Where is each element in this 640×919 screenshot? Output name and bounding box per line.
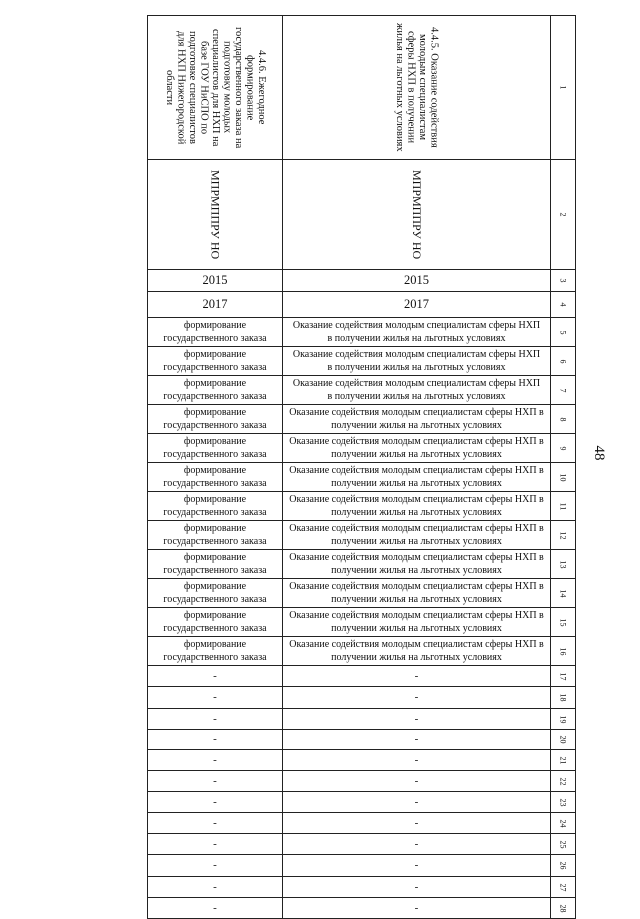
support-cell: Оказание содействия молодым специалистам сферы НХП в получении жилья на льготных условиях [283,318,551,347]
order-cell: - [148,855,283,877]
table-row [148,318,576,347]
table-row [148,834,576,855]
order-cell: - [148,730,283,750]
support-cell: Оказание содействия молодым специалистам сферы НХП в получении жилья на льготных условиях [283,463,551,492]
column-number: 13 [551,550,576,579]
column-number: 20 [551,730,576,750]
column-number: 10 [551,463,576,492]
column-number: 26 [551,855,576,877]
order-cell: формирование государственного заказа [148,550,283,579]
end-year: 2017 [283,292,551,318]
order-cell: формирование государственного заказа [148,405,283,434]
table-row [148,666,576,687]
column-number: 21 [551,750,576,771]
table-row [148,750,576,771]
task-cell-4-4-5: 4.4.5. Оказание содействия молодым специалистам сферы НХП в получении жилья на льготных условиях [283,16,551,160]
column-number: 22 [551,771,576,792]
column-number: 23 [551,792,576,813]
support-cell: - [283,877,551,898]
order-cell: - [148,877,283,898]
support-cell: - [283,898,551,919]
order-cell: - [148,687,283,709]
column-number: 2 [551,160,576,270]
table-row [148,877,576,898]
support-cell: Оказание содействия молодым специалистам сферы НХП в получении жилья на льготных условиях [283,521,551,550]
table-row [148,771,576,792]
column-number: 8 [551,405,576,434]
end-year: 2017 [148,292,283,318]
column-number: 4 [551,292,576,318]
table-row [148,376,576,405]
table-row [148,792,576,813]
table-row [148,347,576,376]
table-row [148,730,576,750]
support-cell: - [283,813,551,834]
table-row [148,637,576,666]
table-row [148,434,576,463]
column-number: 17 [551,666,576,687]
table-row [148,463,576,492]
support-cell: - [283,792,551,813]
table-row [148,813,576,834]
support-cell: - [283,834,551,855]
column-number: 16 [551,637,576,666]
order-cell: формирование государственного заказа [148,376,283,405]
column-number: 6 [551,347,576,376]
table-row [148,521,576,550]
support-cell: Оказание содействия молодым специалистам сферы НХП в получении жилья на льготных условиях [283,405,551,434]
support-cell: Оказание содействия молодым специалистам сферы НХП в получении жилья на льготных условиях [283,608,551,637]
support-cell: Оказание содействия молодым специалистам сферы НХП в получении жилья на льготных условиях [283,347,551,376]
column-number: 25 [551,834,576,855]
column-number: 9 [551,434,576,463]
order-cell: формирование государственного заказа [148,608,283,637]
start-year: 2015 [148,270,283,292]
table-row [148,579,576,608]
start-year-row [148,270,576,292]
column-number: 24 [551,813,576,834]
order-cell: формирование государственного заказа [148,347,283,376]
header-row-executor [148,160,576,270]
support-cell: - [283,730,551,750]
order-cell: формирование государственного заказа [148,463,283,492]
column-number: 28 [551,898,576,919]
table-row [148,492,576,521]
table-row [148,709,576,730]
support-cell: - [283,709,551,730]
table-row [148,608,576,637]
header-row-task [148,16,576,160]
order-cell: - [148,750,283,771]
order-cell: - [148,792,283,813]
column-number: 7 [551,376,576,405]
column-number: 18 [551,687,576,709]
table-row [148,405,576,434]
order-cell: формирование государственного заказа [148,521,283,550]
task-cell-4-4-6: 4.4.6. Ежегодное формирование государственного заказа на подготовку молодых специалистов для НХП на базе ГОУ НиСПО по подготовке специалистов для НХП Нижегородской области [148,16,283,160]
support-cell: Оказание содействия молодым специалистам сферы НХП в получении жилья на льготных условиях [283,550,551,579]
start-year: 2015 [283,270,551,292]
table-row [148,550,576,579]
order-cell: - [148,898,283,919]
executor-cell: МПРМППРУ НО [148,160,283,270]
column-number: 1 [551,16,576,160]
order-cell: формирование государственного заказа [148,637,283,666]
end-year-row [148,292,576,318]
support-cell: Оказание содействия молодым специалистам сферы НХП в получении жилья на льготных условиях [283,579,551,608]
support-cell: - [283,666,551,687]
order-cell: - [148,834,283,855]
order-cell: формирование государственного заказа [148,492,283,521]
support-cell: Оказание содействия молодым специалистам сферы НХП в получении жилья на льготных условиях [283,434,551,463]
order-cell: формирование государственного заказа [148,318,283,347]
table-row [148,687,576,709]
order-cell: формирование государственного заказа [148,579,283,608]
order-cell: - [148,771,283,792]
support-cell: - [283,855,551,877]
rotated-plan-table [147,15,576,919]
order-cell: - [148,709,283,730]
column-number: 5 [551,318,576,347]
column-number: 19 [551,709,576,730]
support-cell: Оказание содействия молодым специалистам сферы НХП в получении жилья на льготных условиях [283,637,551,666]
support-cell: Оказание содействия молодым специалистам сферы НХП в получении жилья на льготных условиях [283,492,551,521]
support-cell: Оказание содействия молодым специалистам сферы НХП в получении жилья на льготных условиях [283,376,551,405]
executor-cell: МПРМППРУ НО [283,160,551,270]
table-row [148,855,576,877]
order-cell: формирование государственного заказа [148,434,283,463]
column-number: 14 [551,579,576,608]
column-number: 3 [551,270,576,292]
support-cell: - [283,771,551,792]
column-number: 11 [551,492,576,521]
column-number: 27 [551,877,576,898]
support-cell: - [283,687,551,709]
table-row [148,898,576,919]
order-cell: - [148,813,283,834]
order-cell: - [148,666,283,687]
column-number: 15 [551,608,576,637]
column-number: 12 [551,521,576,550]
page-number: 48 [591,445,607,461]
support-cell: - [283,750,551,771]
